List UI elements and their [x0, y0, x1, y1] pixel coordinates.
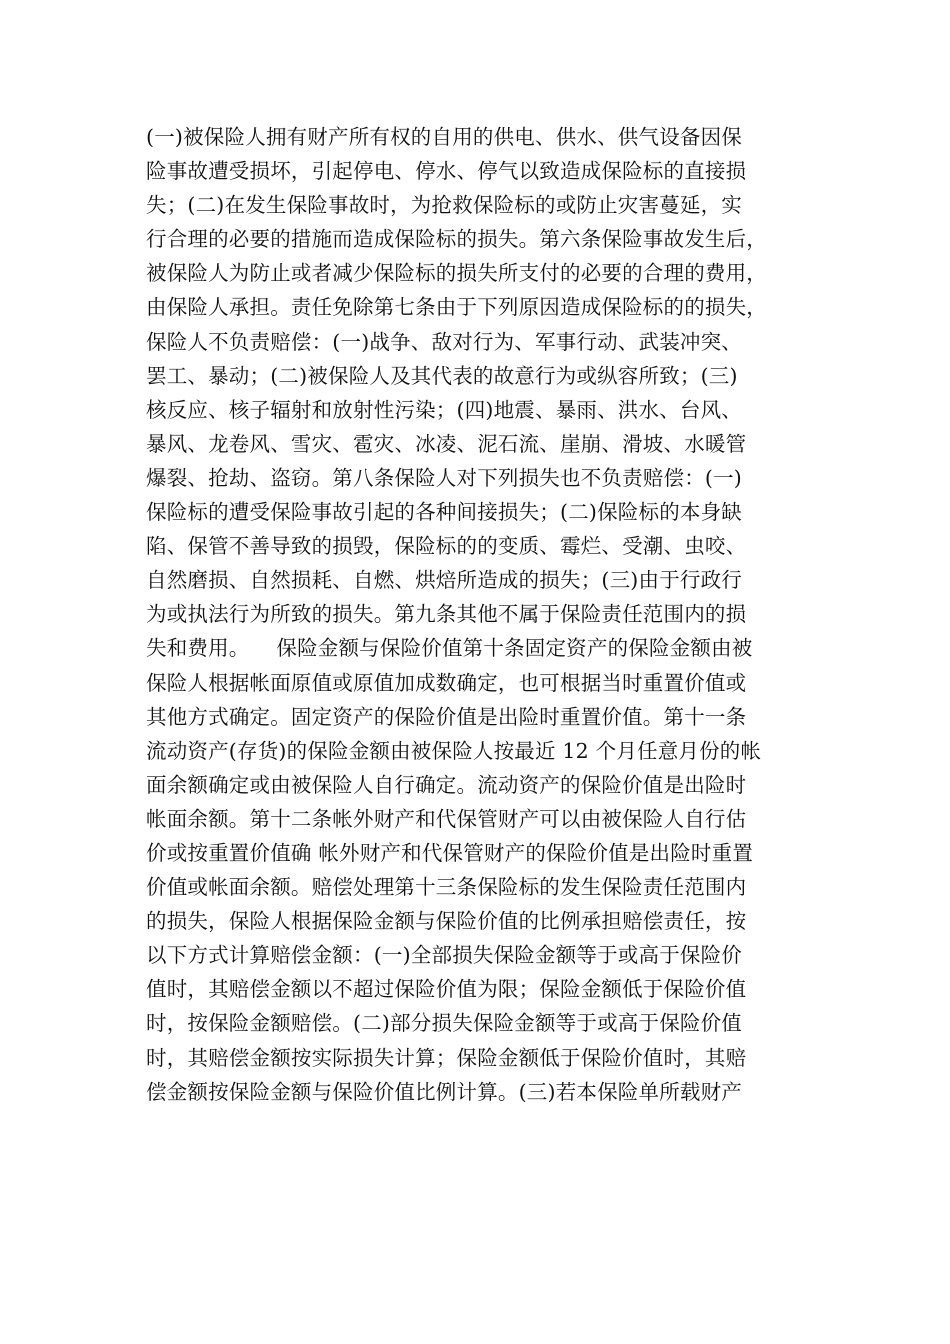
body-text-line: 时，按保险金额赔偿。(二)部分损失保险金额等于或高于保险价值 [146, 1011, 742, 1036]
document-body [146, 120, 806, 1109]
body-text-line: 值时，其赔偿金额以不超过保险价值为限；保险金额低于保险价值 [146, 977, 747, 1002]
body-text-line: 帐面余额。第十二条帐外财产和代保管财产可以由被保险人自行估 [146, 806, 747, 831]
body-text-line: 偿金额按保险金额与保险价值比例计算。(三)若本保险单所载财产 [146, 1079, 742, 1104]
body-text-line: 价或按重置价值确 帐外财产和代保管财产的保险价值是出险时重置 [146, 840, 754, 865]
body-text-line: 陷、保管不善导致的损毁，保险标的的变质、霉烂、受潮、虫咬、 [146, 534, 747, 559]
body-text-line: 行合理的必要的措施而造成保险标的损失。第六条保险事故发生后， [146, 227, 767, 252]
body-text-line: 以下方式计算赔偿金额：(一)全部损失保险金额等于或高于保险价 [146, 943, 742, 968]
body-text-line: 流动资产(存货)的保险金额由被保险人按最近 12 个月任意月份的帐 [146, 738, 762, 763]
body-text-line: 其他方式确定。固定资产的保险价值是出险时重置价值。第十一条 [146, 704, 747, 729]
body-text-line: 的损失，保险人根据保险金额与保险价值的比例承担赔偿责任，按 [146, 909, 747, 934]
body-text-line: 保险标的遭受保险事故引起的各种间接损失；(二)保险标的本身缺 [146, 500, 742, 525]
body-text-line: (一)被保险人拥有财产所有权的自用的供电、供水、供气设备因保 [146, 125, 742, 149]
body-text-line: 暴风、龙卷风、雪灾、雹灾、冰凌、泥石流、崖崩、滑坡、水暖管 [146, 431, 747, 456]
body-text-line: 险事故遭受损坏，引起停电、停水、停气以致造成保险标的直接损 [146, 159, 747, 184]
body-text-line: 面余额确定或由被保险人自行确定。流动资产的保险价值是出险时 [146, 772, 747, 797]
body-text-line: 爆裂、抢劫、盗窃。第八条保险人对下列损失也不负责赔偿：(一) [146, 465, 742, 490]
body-text-line: 时，其赔偿金额按实际损失计算；保险金额低于保险价值时，其赔 [146, 1045, 747, 1070]
body-text-line: 罢工、暴动；(二)被保险人及其代表的故意行为或纵容所致；(三) [146, 363, 738, 388]
body-text-line: 被保险人为防止或者减少保险标的损失所支付的必要的合理的费用， [146, 261, 767, 286]
body-text-line: 为或执法行为所致的损失。第九条其他不属于保险责任范围内的损 [146, 602, 747, 627]
body-text-line: 失；(二)在发生保险事故时，为抢救保险标的或防止灾害蔓延，实 [146, 193, 742, 218]
body-text-line: 价值或帐面余额。赔偿处理第十三条保险标的发生保险责任范围内 [146, 875, 747, 900]
body-text-line: 保险人不负责赔偿：(一)战争、敌对行为、军事行动、武装冲突、 [146, 329, 742, 354]
body-text-line: 自然磨损、自然损耗、自燃、烘焙所造成的损失；(三)由于行政行 [146, 568, 742, 593]
body-text-line: 保险人根据帐面原值或原值加成数确定，也可根据当时重置价值或 [146, 670, 747, 695]
body-text-line: 失和费用。 保险金额与保险价值第十条固定资产的保险金额由被 [146, 636, 753, 661]
body-text-line: 核反应、核子辐射和放射性污染；(四)地震、暴雨、洪水、台风、 [146, 397, 742, 422]
body-text-line: 由保险人承担。责任免除第七条由于下列原因造成保险标的的损失， [146, 295, 767, 320]
